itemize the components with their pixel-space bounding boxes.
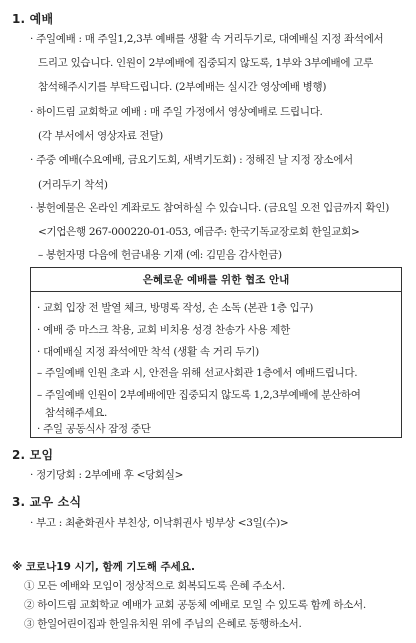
notice-item: · 대예배실 지정 좌석에만 착석 (생활 속 거리 두기): [37, 346, 259, 358]
meeting-item: · 정기당회 : 2부예배 후 <당회실>: [30, 469, 184, 481]
notice-item: · 주일 공동식사 잠정 중단: [37, 423, 151, 435]
worship-item: · 하이드림 교회학교 예배 : 매 주일 가정에서 영상예배로 드립니다.: [30, 106, 323, 118]
section-title-worship: 1. 예배: [12, 12, 54, 26]
worship-item: 드리고 있습니다. 인원이 2부예배에 집중되지 않도록, 1부와 3부예배에 고루: [38, 57, 373, 69]
section-title-meetings: 2. 모임: [12, 448, 54, 462]
notice-item: · 교회 입장 전 발열 체크, 방명록 작성, 손 소독 (본관 1층 입구): [37, 302, 314, 314]
prayer-item: ② 하이드림 교회학교 예배가 교회 공동체 예배로 모일 수 있도록 함께 하소서.: [24, 599, 366, 611]
member-news-item: · 부고 : 최춘화권사 부친상, 이낙휘권사 빙부상 <3일(수)>: [30, 517, 289, 529]
section-title-member-news: 3. 교우 소식: [12, 495, 82, 509]
worship-item: – 봉헌자명 다음에 헌금내용 기재 (예: 김믿음 감사헌금): [38, 249, 282, 261]
notice-title: 은혜로운 예배를 위한 협조 안내: [31, 268, 401, 292]
worship-item: (거리두기 착석): [38, 179, 108, 191]
worship-item: · 주중 예배(수요예배, 금요기도회, 새벽기도회) : 정해진 날 지정 장소에서: [30, 154, 353, 166]
notice-item: – 주일예배 인원 초과 시, 안전을 위해 선교사회관 1층에서 예배드립니다.: [37, 367, 358, 379]
notice-item: 참석해주세요.: [45, 407, 108, 419]
notice-item: – 주일예배 인원이 2부예배에만 집중되지 않도록 1,2,3부예배에 분산하여: [37, 389, 361, 401]
worship-item: · 주일예배 : 매 주일1,2,3부 예배를 생활 속 거리두기로, 대예배실 지정 좌석에서: [30, 33, 384, 45]
prayer-title: ※ 코로나19 시기, 함께 기도해 주세요.: [12, 561, 195, 573]
notice-item: · 예배 중 마스크 착용, 교회 비치용 성경 찬송가 사용 제한: [37, 324, 290, 336]
prayer-item: ① 모든 예배와 모임이 정상적으로 회복되도록 은혜 주소서.: [24, 580, 285, 592]
worship-notice-box: [30, 267, 402, 438]
worship-item: (각 부서에서 영상자료 전달): [38, 130, 163, 142]
prayer-item: ③ 한일어린이집과 한일유치원 위에 주님의 은혜로 동행하소서.: [24, 618, 302, 630]
worship-item: 참석해주시기를 부탁드립니다. (2부예배는 실시간 영상예배 병행): [38, 81, 327, 93]
worship-item: · 봉헌예물은 온라인 계좌로도 참여하실 수 있습니다. (금요일 오전 입금까지 확인): [30, 202, 390, 214]
worship-item: <기업은행 267-000220-01-053, 예금주: 한국기독교장로회 한일교회>: [38, 226, 360, 238]
